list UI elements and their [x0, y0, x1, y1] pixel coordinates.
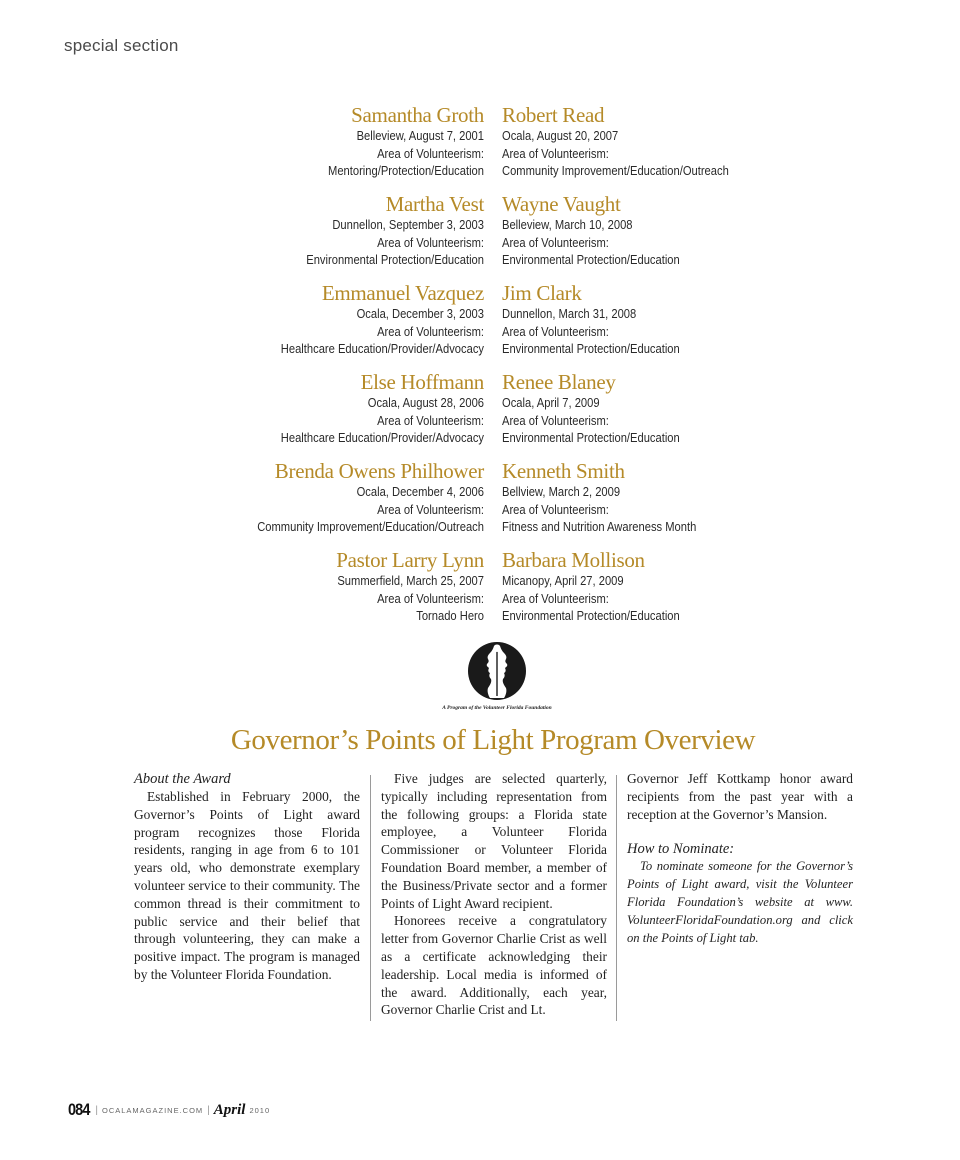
honoree-place-date: Micanopy, April 27, 2009 — [502, 573, 624, 588]
honoree-row — [0, 548, 960, 637]
honoree-row — [0, 370, 960, 459]
two-faces-logo-icon — [466, 640, 528, 702]
honoree-place-date: Belleview, August 7, 2001 — [356, 128, 484, 143]
honoree-entry — [502, 281, 862, 358]
honoree-place-date: Ocala, April 7, 2009 — [502, 395, 600, 410]
honoree-name: Pastor Larry Lynn — [336, 548, 484, 572]
nominate-heading: How to Nominate: — [627, 841, 735, 858]
column-divider — [616, 775, 617, 1021]
honoree-area-label: Area of Volunteerism: — [502, 590, 609, 606]
honoree-name: Barbara Mollison — [502, 548, 645, 572]
article-column-3 — [627, 770, 853, 947]
nominate-paragraph: To nominate someone for the Governor’s Points of Light award, visit the Volunteer Florida Foundation’s website at www. VolunteerFloridaFoundation.org and click on the Points of Light tab. — [627, 859, 853, 945]
article-column-1 — [134, 770, 360, 984]
section-label: special section — [64, 36, 179, 55]
footer-website: OCALAMAGAZINE.COM — [101, 1105, 204, 1115]
honoree-entry — [502, 103, 862, 180]
column-divider — [370, 775, 371, 1021]
honoree-area: Fitness and Nutrition Awareness Month — [502, 519, 697, 534]
honoree-name: Jim Clark — [502, 281, 582, 305]
honoree-place-date: Dunnellon, March 31, 2008 — [502, 306, 637, 321]
honorees-paragraph: Honorees receive a congratulatory letter from Governor Charlie Crist as well as a certificate acknowledging their leadership. Local media is informed of the award. Additionally, each year, Governor Charlie Crist and Lt. — [381, 913, 607, 1018]
honoree-area-label: Area of Volunteerism: — [377, 323, 484, 339]
honoree-area-label: Area of Volunteerism: — [377, 501, 484, 517]
honoree-name: Martha Vest — [385, 192, 484, 216]
judges-paragraph: Five judges are selected quarterly, typically including representation from the following groups: a Florida state employee, a Volunteer Florida Commissioner or Volunteer Florida Foundation Board member, a member of the Business/Private sector and a former Points of Light Award recipient. — [381, 771, 607, 911]
honoree-row — [0, 281, 960, 370]
honoree-area-label: Area of Volunteerism: — [377, 412, 484, 428]
honoree-area-label: Area of Volunteerism: — [502, 145, 609, 161]
honoree-entry — [124, 103, 484, 180]
honoree-entry — [502, 370, 862, 447]
honoree-row — [0, 192, 960, 281]
honoree-place-date: Ocala, August 20, 2007 — [502, 128, 619, 143]
honoree-place-date: Ocala, December 4, 2006 — [356, 484, 484, 499]
about-heading: About the Award — [134, 771, 231, 787]
honoree-place-date: Ocala, August 28, 2006 — [367, 395, 484, 410]
honoree-row — [0, 459, 960, 548]
honoree-area: Healthcare Education/Provider/Advocacy — [280, 341, 484, 356]
honoree-entry — [502, 548, 862, 625]
honoree-area: Environmental Protection/Education — [502, 341, 680, 356]
honoree-entry — [124, 281, 484, 358]
logo-tagline: A Program of the Volunteer Florida Foundation — [442, 705, 552, 711]
overview-title: Governor’s Points of Light Program Overview — [230, 724, 756, 756]
honoree-entry — [124, 370, 484, 447]
honoree-area-label: Area of Volunteerism: — [502, 323, 609, 339]
honoree-row — [0, 103, 960, 192]
honoree-place-date: Belleview, March 10, 2008 — [502, 217, 633, 232]
footer-separator: | — [95, 1104, 98, 1116]
footer-month: April — [213, 1101, 246, 1118]
points-of-light-logo — [432, 640, 562, 711]
honoree-name: Brenda Owens Philhower — [274, 459, 484, 483]
about-paragraph: Established in February 2000, the Governor’s Points of Light award program recognizes those Florida residents, ranging in age from 6 to 101 years old, who demonstrate exemplary volunteer service to their community. The common thread is their commitment to public service and their belief that through volunteering, they can make a positive impact. The program is managed by the Volunteer Florida Foundation. — [134, 789, 360, 982]
honoree-name: Kenneth Smith — [502, 459, 625, 483]
page-footer — [68, 1098, 270, 1122]
honoree-area: Environmental Protection/Education — [502, 608, 680, 623]
honoree-area-label: Area of Volunteerism: — [502, 234, 609, 250]
honoree-area: Tornado Hero — [416, 608, 484, 623]
honoree-area: Healthcare Education/Provider/Advocacy — [280, 430, 484, 445]
reception-paragraph: Governor Jeff Kottkamp honor award recipients from the past year with a reception at the Governor’s Mansion. — [627, 771, 853, 822]
honoree-area: Community Improvement/Education/Outreach — [502, 163, 729, 178]
honoree-area-label: Area of Volunteerism: — [502, 501, 609, 517]
honoree-area-label: Area of Volunteerism: — [377, 145, 484, 161]
honoree-area: Mentoring/Protection/Education — [328, 163, 484, 178]
honoree-place-date: Summerfield, March 25, 2007 — [337, 573, 484, 588]
honoree-area: Environmental Protection/Education — [502, 430, 680, 445]
honoree-place-date: Dunnellon, September 3, 2003 — [332, 217, 484, 232]
honoree-entry — [124, 192, 484, 269]
honoree-place-date: Ocala, December 3, 2003 — [356, 306, 484, 321]
honoree-place-date: Bellview, March 2, 2009 — [502, 484, 621, 499]
honoree-entry — [124, 548, 484, 625]
honoree-area: Community Improvement/Education/Outreach — [257, 519, 484, 534]
honoree-entry — [502, 192, 862, 269]
honoree-area-label: Area of Volunteerism: — [377, 234, 484, 250]
page-number: 084 — [68, 1100, 90, 1119]
footer-year: 2010 — [249, 1105, 271, 1115]
honoree-area-label: Area of Volunteerism: — [502, 412, 609, 428]
honoree-name: Else Hoffmann — [360, 370, 484, 394]
honoree-name: Robert Read — [502, 103, 605, 127]
honoree-area: Environmental Protection/Education — [502, 252, 680, 267]
honoree-entry — [124, 459, 484, 536]
article-column-2 — [381, 770, 607, 1019]
honoree-name: Samantha Groth — [351, 103, 484, 127]
honoree-name: Renee Blaney — [502, 370, 616, 394]
honoree-name: Emmanuel Vazquez — [321, 281, 484, 305]
honoree-list — [0, 103, 960, 637]
honoree-area: Environmental Protection/Education — [306, 252, 484, 267]
honoree-area-label: Area of Volunteerism: — [377, 590, 484, 606]
honoree-entry — [502, 459, 862, 536]
honoree-name: Wayne Vaught — [502, 192, 621, 216]
footer-separator: | — [207, 1104, 210, 1116]
